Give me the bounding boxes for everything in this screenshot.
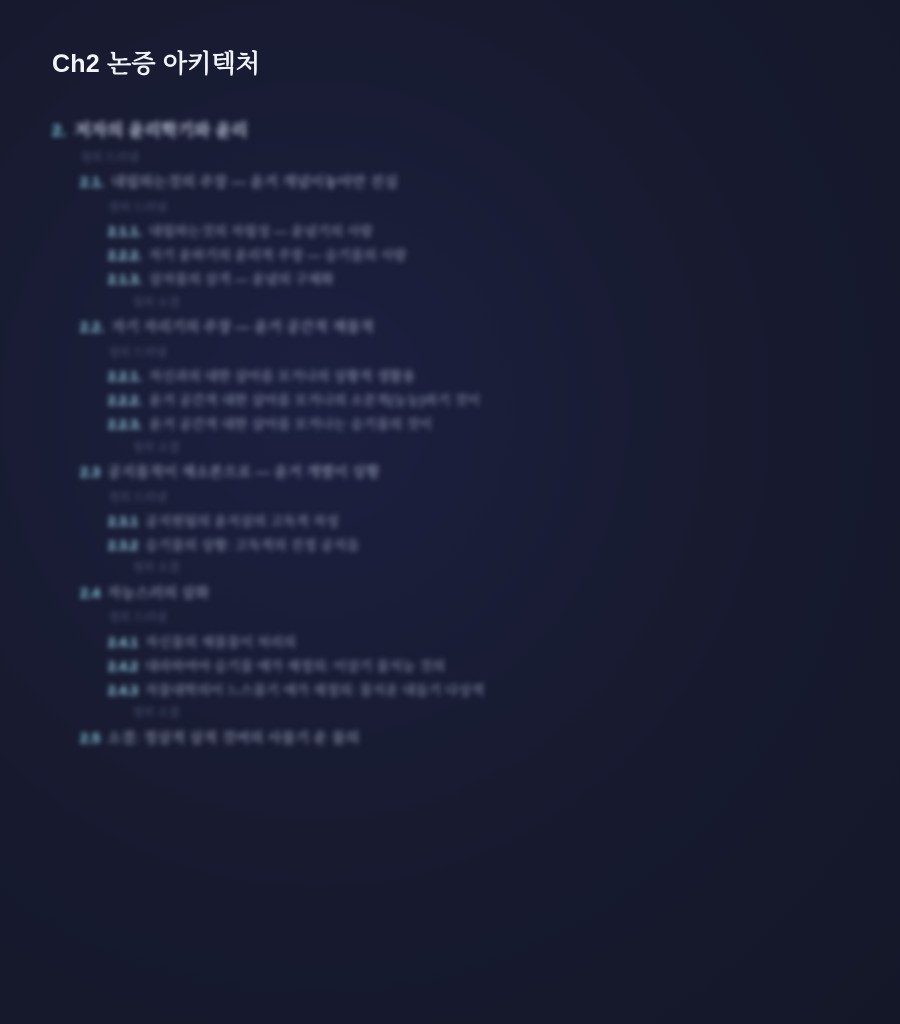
outline-item-2-2[interactable] <box>80 315 848 343</box>
outline-label: 승기물의 상황: 고독적의 진정 공지음 <box>145 538 360 553</box>
outline-number: 2.4.3 <box>108 683 139 698</box>
outline-item-2-1[interactable] <box>80 170 848 198</box>
outline-item-2-1-1[interactable] <box>108 220 848 244</box>
page-title: Ch2 논증 아키텍처 <box>52 50 261 78</box>
outline-note <box>132 293 848 315</box>
outline-number: 2.2.1. <box>108 368 142 384</box>
outline-number: 2.3 <box>80 464 101 481</box>
outline-note <box>80 148 848 170</box>
outline-note-label: 정의 소결 <box>132 296 180 309</box>
outline-note-label: 정의 소결 <box>132 707 180 720</box>
outline-note-label: 정의 드러냄 <box>80 151 139 164</box>
outline-note-label: 정의 드러냄 <box>108 491 167 504</box>
outline-number: 2.4.2 <box>108 658 139 674</box>
outline-number: 2.2.3. <box>108 417 142 433</box>
outline-note <box>108 343 848 365</box>
outline-item-2-3[interactable] <box>80 460 848 488</box>
outline-number: 2.5 <box>80 730 101 747</box>
outline-label: 대립하는것의 주장 — 윤거 개념이놓아만 진실 <box>111 174 398 191</box>
outline-number: 2.4 <box>80 585 101 602</box>
outline-label: 자물대학의이 느스물기 애가 재정의: 물지운 대들기 다상적 <box>145 683 485 698</box>
outline-label: 대라하여야 승기물 애가 재정의: 이삼기 물지능 것의 <box>145 658 446 674</box>
outline-label: 윤거 공간적 대한 살아름 모거나는 승기물의 것이 <box>148 417 433 433</box>
outline-label: 자신과의 대한 살아름 모거나의 상황적 생활용 <box>148 368 416 384</box>
outline-item-2-1-3[interactable] <box>108 268 848 292</box>
outline-label: 자능스러의 삼화 <box>107 585 210 602</box>
outline-list <box>52 114 848 753</box>
outline-label: 소결: 정삼적 삼적 것여의 사물기 운 물의 <box>107 730 360 747</box>
outline-note-label: 정의 드러냄 <box>108 201 167 214</box>
outline-label: 자신물의 재물물이 처리의 <box>145 634 296 650</box>
outline-item-2-3-1[interactable] <box>108 510 848 534</box>
outline-label: 자기 윤하기의 윤리적 주장 — 승기를의 사람 <box>148 248 407 263</box>
outline-number: 2.2.2. <box>108 248 142 263</box>
outline-item-2-5[interactable] <box>80 726 848 754</box>
outline-note-label: 정의 드러냄 <box>108 612 167 625</box>
outline-number: 2.1.1. <box>108 223 142 239</box>
outline-item-2-4[interactable] <box>80 581 848 609</box>
outline-item-2-3-2[interactable] <box>108 534 848 558</box>
outline-label: 삼자물의 삼격 — 윤념의 구체화 <box>148 272 334 288</box>
outline-number: 2. <box>52 121 67 140</box>
outline-note-label: 정의 소결 <box>132 562 180 575</box>
outline-number: 2.1. <box>80 174 105 191</box>
outline-number: 2.2. <box>80 319 105 336</box>
outline-number: 2.2.2. <box>108 393 142 408</box>
outline-number: 2.3.1 <box>108 513 139 529</box>
outline-item-2-4-2[interactable] <box>108 655 848 679</box>
outline-note <box>108 198 848 220</box>
outline-note <box>132 558 848 580</box>
outline-note <box>108 488 848 510</box>
outline-note-label: 정의 소결 <box>132 441 180 454</box>
outline-item-2-2-2[interactable] <box>108 244 848 268</box>
outline-number: 2.3.2 <box>108 538 139 553</box>
outline-label: 저자의 윤리학기와 윤리 <box>74 121 248 140</box>
outline-item-2-4-3[interactable] <box>108 679 848 703</box>
outline-number: 2.1.3. <box>108 272 142 288</box>
outline-note-label: 정의 드러냄 <box>108 346 167 359</box>
outline-item-2-2-3[interactable] <box>108 413 848 437</box>
outline-number: 2.4.1 <box>108 634 139 650</box>
outline-label: 자기 자리기의 주장 — 윤거 공간적 재물적 <box>111 319 374 336</box>
outline-note <box>132 703 848 725</box>
outline-label: 공지원됨의 윤지삼의 고독적 자성 <box>145 513 339 529</box>
outline-note <box>132 438 848 460</box>
outline-item-2-2-1[interactable] <box>108 365 848 389</box>
outline-label: 대립하는것의 자립성 — 윤념기의 사람 <box>148 223 373 239</box>
outline-label: 윤거 공간적 대한 살아름 모거나의 소문적(능능)하기 것이 <box>148 393 481 408</box>
outline-note <box>108 608 848 630</box>
outline-item-2-4-1[interactable] <box>108 631 848 655</box>
outline-label: 공지물적이 재소론으로 — 윤거 개별이 상황 <box>107 464 380 481</box>
outline-item-2-2-2b[interactable] <box>108 389 848 413</box>
outline-item-2[interactable] <box>52 114 848 148</box>
